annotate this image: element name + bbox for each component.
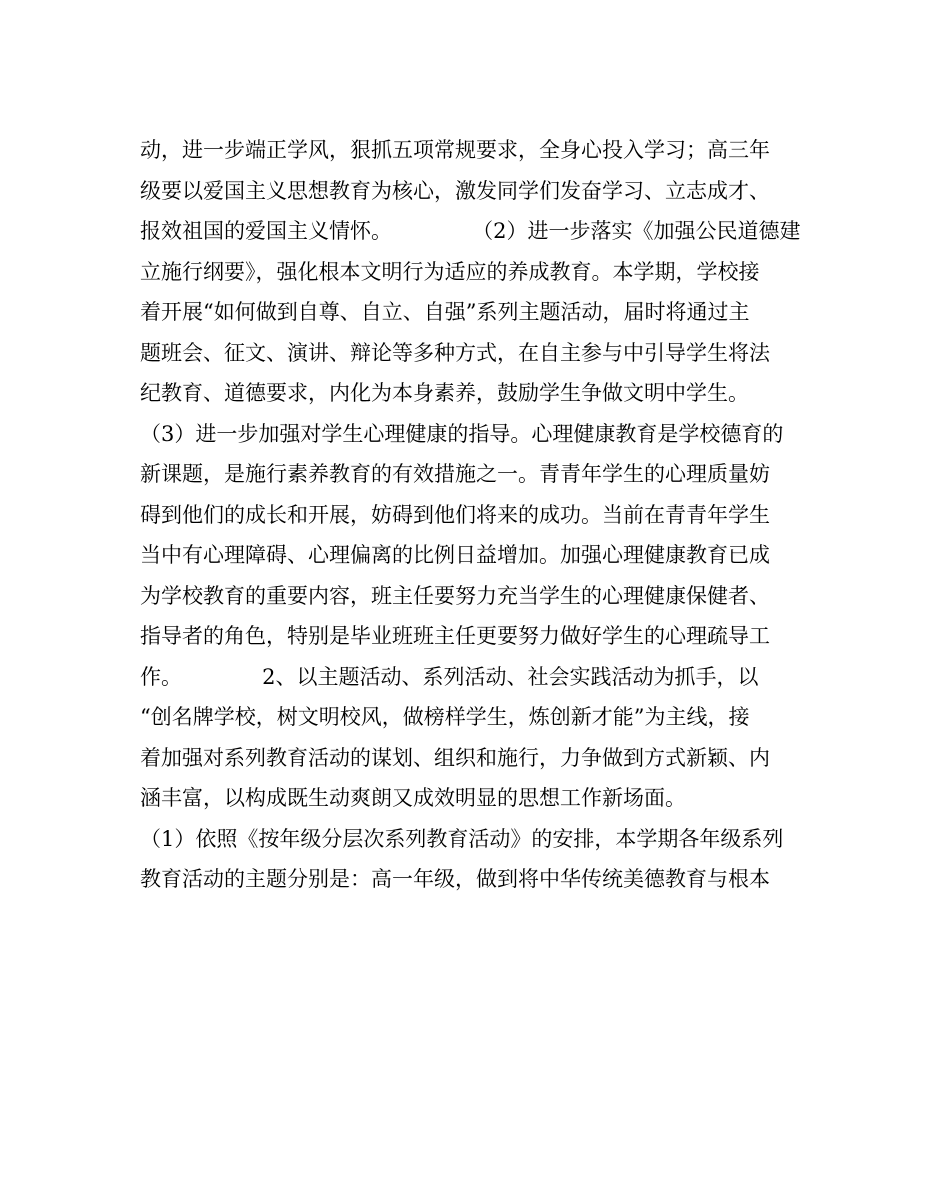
text-line: 作。 2、以主题活动、系列活动、社会实践活动为抓手，以 — [140, 664, 759, 689]
text-line: 题班会、征文、演讲、辩论等多种方式，在自主参与中引导学生将法 — [140, 340, 770, 365]
text-line: 当中有心理障碍、心理偏离的比例日益增加。加强心理健康教育已成 — [140, 543, 770, 567]
text-line: 碍到他们的成长和开展，妨碍到他们将来的成功。当前在青青年学生 — [140, 502, 770, 527]
text-line: “创名牌学校，树文明校风，做榜样学生，炼创新才能”为主线，接 — [140, 705, 750, 729]
text-line: 着加强对系列教育活动的谋划、组织和施行，力争做到方式新颖、内 — [140, 745, 770, 770]
text-line: 新课题，是施行素养教育的有效措施之一。青青年学生的心理质量妨 — [140, 462, 770, 486]
text-line: （3）进一步加强对学生心理健康的指导。心理健康教育是学校德育的 — [140, 421, 784, 446]
text-line: 着开展“如何做到自尊、自立、自强”系列主题活动，届时将通过主 — [140, 300, 750, 324]
text-line: 指导者的角色，特别是毕业班班主任更要努力做好学生的心理疏导工 — [140, 624, 770, 648]
text-line: （1）依照《按年级分层次系列教育活动》的安排，本学期各年级系列 — [140, 826, 784, 851]
text-line: 纪教育、道德要求，内化为本身素养，鼓励学生争做文明中学生。 — [140, 381, 749, 405]
text-line: 报效祖国的爱国主义情怀。 （2）进一步落实《加强公民道德建 — [140, 219, 801, 243]
text-line: 动，进一步端正学风，狠抓五项常规要求，全身心投入学习；高三年 — [140, 138, 770, 162]
body-text — [140, 130, 820, 900]
text-line: 为学校教育的重要内容，班主任要努力充当学生的心理健康保健者、 — [140, 583, 770, 608]
text-line: 级要以爱国主义思想教育为核心，激发同学们发奋学习、立志成才、 — [140, 178, 770, 203]
text-line: 立施行纲要》，强化根本文明行为适应的养成教育。本学期，学校接 — [140, 259, 760, 284]
text-line: 涵丰富，以构成既生动爽朗又成效明显的思想工作新场面。 — [140, 786, 686, 810]
text-line: 教育活动的主题分别是：高一年级，做到将中华传统美德教育与根本 — [140, 867, 770, 891]
